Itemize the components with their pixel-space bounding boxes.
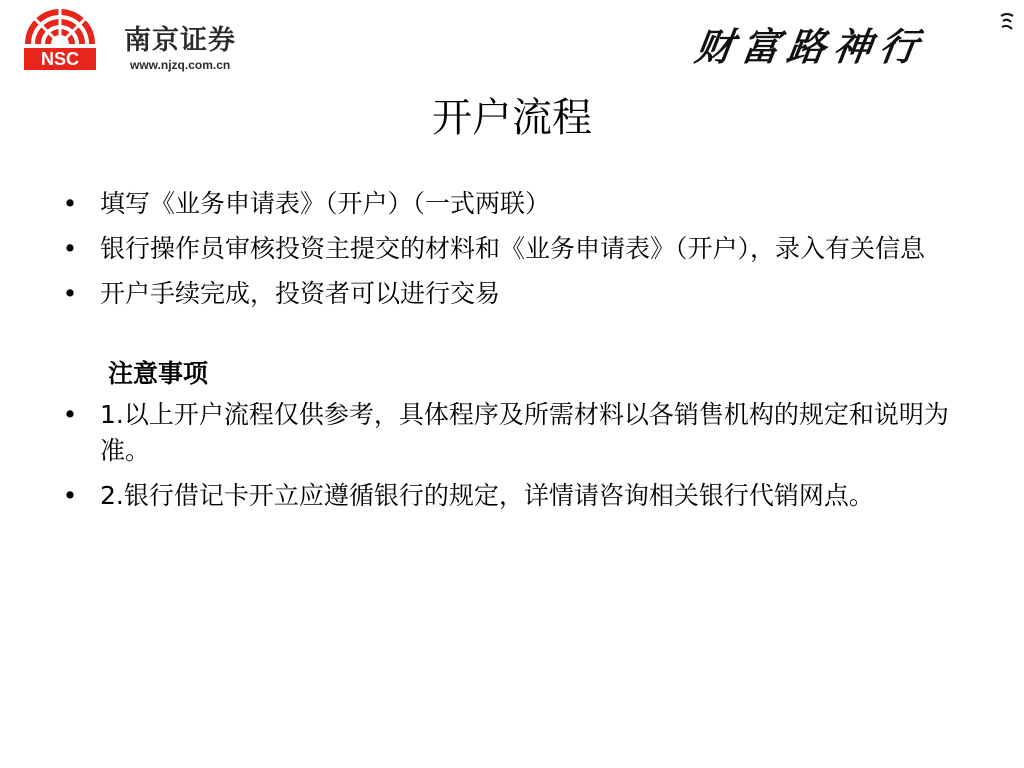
list-item	[60, 186, 960, 222]
bullet-icon: •	[62, 189, 78, 218]
note-text: 1.以上开户流程仅供参考，具体程序及所需材料以各销售机构的规定和说明为准。	[100, 400, 949, 465]
bullet-icon: •	[62, 481, 78, 510]
seal-stamp-icon	[998, 12, 1016, 32]
company-name: 南京证券	[124, 25, 236, 56]
slide-title: 开户流程	[432, 95, 592, 141]
company-logo	[20, 4, 260, 74]
company-website: www.njzq.com.cn	[130, 58, 231, 72]
step-text: 开户手续完成，投资者可以进行交易	[100, 279, 501, 308]
bullet-icon: •	[62, 234, 78, 263]
list-item	[60, 478, 960, 514]
list-item	[60, 231, 960, 267]
slide-content	[60, 186, 960, 523]
slogan-text: 财富路神行	[692, 24, 929, 69]
calligraphy-slogan	[692, 8, 1016, 70]
step-text: 填写《业务申请表》（开户）（一式两联）	[100, 189, 551, 218]
bullet-icon: •	[62, 279, 78, 308]
notes-heading: 注意事项	[108, 359, 209, 388]
list-item	[60, 276, 960, 312]
nsc-emblem-icon	[20, 4, 100, 72]
list-item	[60, 397, 960, 469]
bullet-icon: •	[62, 400, 78, 429]
step-text: 银行操作员审核投资主提交的材料和《业务申请表》（开户），录入有关信息	[100, 234, 926, 263]
note-text: 2.银行借记卡开立应遵循银行的规定，详情请咨询相关银行代销网点。	[100, 481, 874, 510]
steps-list	[60, 186, 960, 312]
nsc-abbr-text: NSC	[40, 49, 80, 69]
notes-list	[60, 397, 960, 514]
